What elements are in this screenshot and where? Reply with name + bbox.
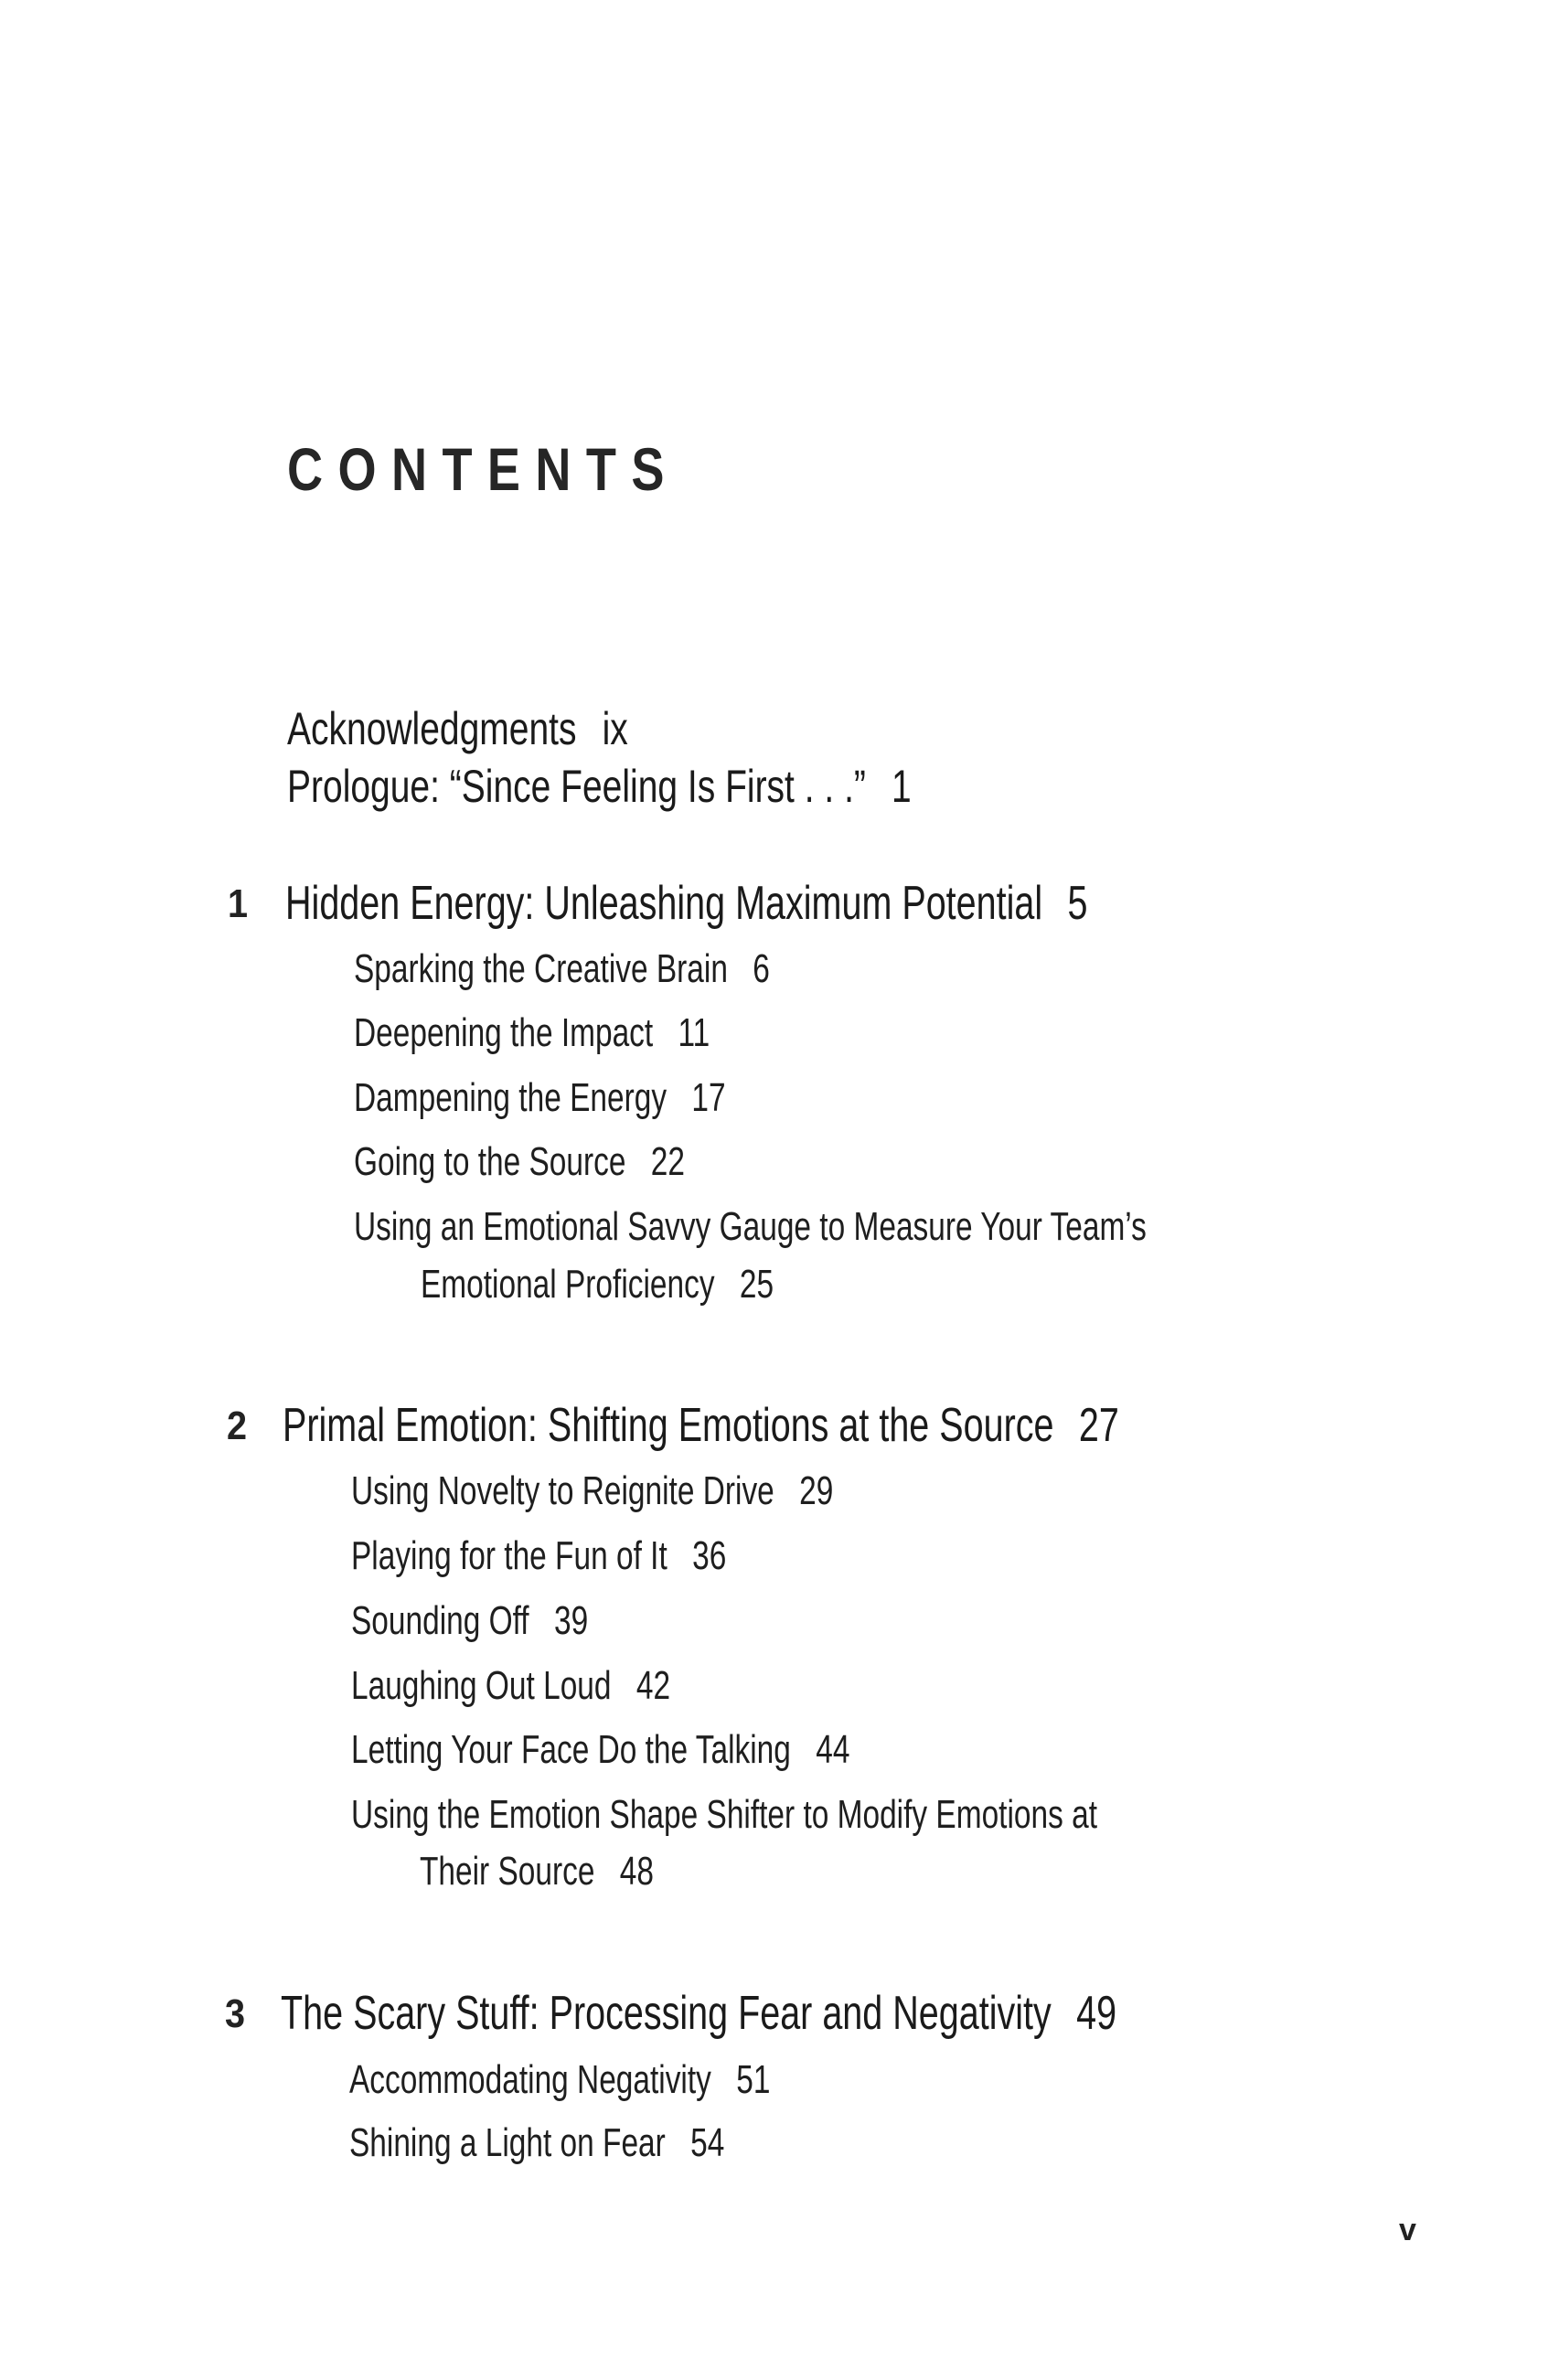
section-page: 36 (692, 1533, 727, 1578)
section-label: Going to the Source (354, 1139, 626, 1184)
chapter-number: 1 (228, 881, 249, 926)
section-label: Playing for the Fun of It (351, 1533, 667, 1578)
toc-section[interactable] (354, 1139, 685, 1184)
section-label: Deepening the Impact (354, 1010, 654, 1055)
page-number: v (1399, 2213, 1416, 2247)
toc-section[interactable] (354, 946, 770, 991)
toc-chapter-2[interactable] (283, 1399, 1119, 1452)
section-page: 25 (739, 1262, 774, 1307)
page-title: CONTENTS (287, 435, 679, 503)
toc-entry-page: ix (602, 703, 628, 754)
section-page: 22 (650, 1139, 685, 1184)
chapter-page: 49 (1076, 1987, 1117, 2040)
chapter-page: 5 (1067, 877, 1088, 930)
section-page: 39 (553, 1598, 589, 1643)
toc-section[interactable] (354, 1010, 710, 1055)
toc-section-continuation[interactable] (421, 1262, 774, 1307)
toc-section[interactable] (351, 1598, 589, 1643)
toc-entry-label: Acknowledgments (287, 703, 577, 754)
toc-chapter-3[interactable] (281, 1987, 1117, 2040)
toc-entry-page: 1 (891, 761, 912, 812)
chapter-page: 27 (1078, 1399, 1119, 1452)
section-page: 11 (678, 1010, 710, 1055)
section-page: 44 (816, 1727, 850, 1772)
section-label: Laughing Out Loud (351, 1663, 612, 1708)
section-page: 42 (635, 1663, 671, 1708)
toc-chapter-1[interactable] (285, 877, 1088, 930)
toc-section[interactable] (351, 1792, 1097, 1837)
toc-section[interactable] (354, 1075, 726, 1120)
chapter-title: Primal Emotion: Shifting Emotions at the Source (283, 1399, 1054, 1452)
toc-entry-label: Prologue: “Since Feeling Is First . . .” (287, 761, 866, 812)
section-label: Using the Emotion Shape Shifter to Modify Emotions at (351, 1792, 1097, 1837)
section-page: 51 (736, 2057, 771, 2102)
toc-section[interactable] (349, 2057, 771, 2102)
section-page: 48 (619, 1849, 655, 1894)
toc-section[interactable] (351, 1533, 727, 1578)
section-label: Accommodating Negativity (349, 2057, 711, 2102)
section-page: 29 (799, 1468, 834, 1513)
toc-section[interactable] (351, 1468, 834, 1513)
toc-section[interactable] (349, 2120, 725, 2165)
section-label-continuation: Emotional Proficiency (421, 1262, 715, 1307)
toc-section[interactable] (351, 1727, 850, 1772)
section-page: 17 (691, 1075, 726, 1120)
section-label: Letting Your Face Do the Talking (351, 1727, 791, 1772)
section-label: Sparking the Creative Brain (354, 946, 728, 991)
section-label: Dampening the Energy (354, 1075, 667, 1120)
toc-section-continuation[interactable] (420, 1849, 655, 1894)
section-page: 6 (753, 946, 770, 991)
chapter-title: Hidden Energy: Unleashing Maximum Potential (285, 877, 1043, 930)
section-label: Sounding Off (351, 1598, 529, 1643)
section-label: Using Novelty to Reignite Drive (351, 1468, 774, 1513)
chapter-number: 3 (225, 1991, 246, 2036)
toc-entry-acknowledgments[interactable] (287, 703, 628, 754)
toc-entry-prologue[interactable] (287, 761, 912, 812)
section-label: Using an Emotional Savvy Gauge to Measure Your Team’s (354, 1204, 1147, 1249)
toc-section[interactable] (354, 1204, 1147, 1249)
toc-section[interactable] (351, 1663, 671, 1708)
section-page: 54 (690, 2120, 725, 2165)
chapter-number: 2 (227, 1403, 248, 1448)
section-label-continuation: Their Source (420, 1849, 595, 1894)
chapter-title: The Scary Stuff: Processing Fear and Negativity (281, 1987, 1052, 2040)
section-label: Shining a Light on Fear (349, 2120, 666, 2165)
